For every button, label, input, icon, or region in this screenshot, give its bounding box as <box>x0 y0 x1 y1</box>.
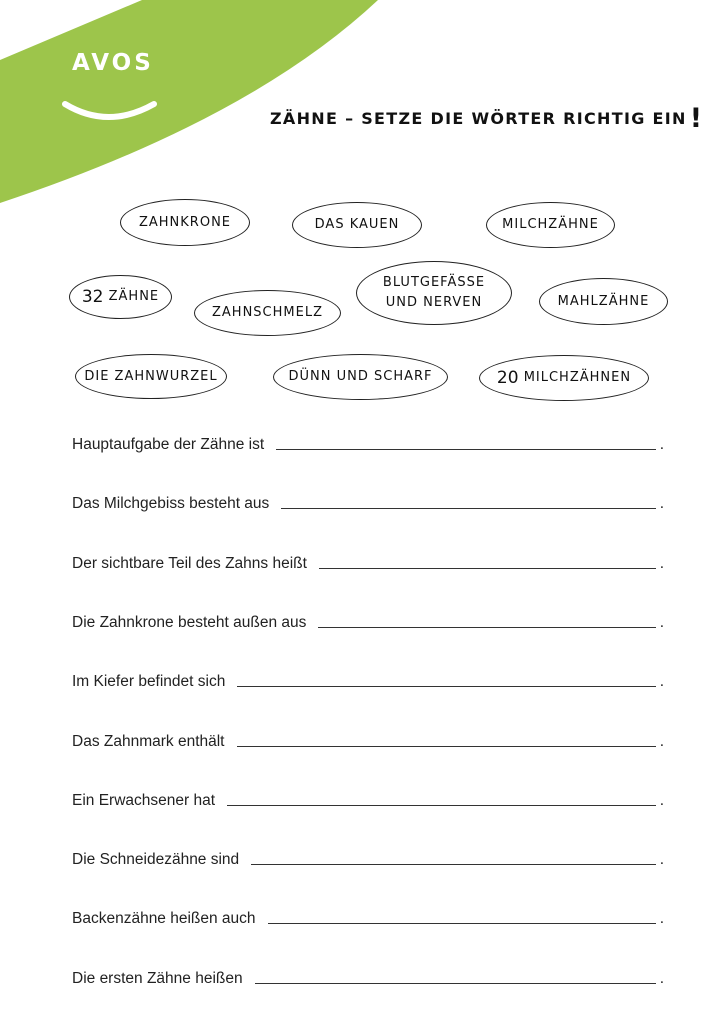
sentence-end: . <box>659 792 664 809</box>
sentence-row <box>72 610 664 634</box>
sentence-end: . <box>659 555 664 572</box>
sentence-prompt: Die ersten Zähne heißen <box>72 970 243 987</box>
word-bubble[interactable]: DIE ZAHNWURZEL <box>75 354 227 399</box>
sentence-row <box>72 906 664 930</box>
sentence-prompt: Hauptaufgabe der Zähne ist <box>72 436 265 453</box>
answer-blank[interactable] <box>276 448 656 450</box>
sentence-row <box>72 788 664 812</box>
word-bubble[interactable]: BLUTGEFÄSSE UND NERVEN <box>356 261 512 325</box>
sentence-row <box>72 491 664 515</box>
banner-shape <box>0 0 378 203</box>
sentence-prompt: Das Zahnmark enthält <box>72 733 225 750</box>
word-bubble[interactable]: DAS KAUEN <box>292 202 422 248</box>
answer-blank[interactable] <box>268 922 656 924</box>
sentence-end: . <box>659 614 664 631</box>
title-exclamation: ! <box>689 103 704 134</box>
sentence-row <box>72 551 664 575</box>
sentence-row <box>72 432 664 456</box>
logo: AVOS <box>72 50 154 76</box>
sentence-row <box>72 669 664 693</box>
word-bubble[interactable]: ZAHNSCHMELZ <box>194 290 341 336</box>
sentence-end: . <box>659 673 664 690</box>
answer-blank[interactable] <box>319 567 656 569</box>
sentence-prompt: Ein Erwachsener hat <box>72 792 216 809</box>
sentence-prompt: Das Milchgebiss besteht aus <box>72 495 270 512</box>
sentence-end: . <box>659 910 664 927</box>
sentence-prompt: Backenzähne heißen auch <box>72 910 256 927</box>
sentence-prompt: Im Kiefer befindet sich <box>72 673 226 690</box>
answer-blank[interactable] <box>281 507 656 509</box>
sentence-end: . <box>659 436 664 453</box>
title-text: ZÄHNE – SETZE DIE WÖRTER RICHTIG EIN <box>270 109 687 128</box>
sentence-row <box>72 729 664 753</box>
word-bubble[interactable]: ZAHNKRONE <box>120 199 250 246</box>
sentence-row <box>72 966 664 990</box>
answer-blank[interactable] <box>251 863 656 865</box>
word-bubble[interactable]: MAHLZÄHNE <box>539 278 668 325</box>
sentence-end: . <box>659 970 664 987</box>
sentence-prompt: Der sichtbare Teil des Zahns heißt <box>72 555 307 572</box>
sentence-prompt: Die Zahnkrone besteht außen aus <box>72 614 307 631</box>
answer-blank[interactable] <box>318 626 656 628</box>
sentence-end: . <box>659 733 664 750</box>
word-bubble[interactable]: MILCHZÄHNE <box>486 202 615 248</box>
sentence-end: . <box>659 851 664 868</box>
word-bubble[interactable]: DÜNN UND SCHARF <box>273 354 448 400</box>
sentence-row <box>72 847 664 871</box>
word-bubble[interactable]: 20 MILCHZÄHNEN <box>479 355 649 401</box>
answer-blank[interactable] <box>237 745 657 747</box>
answer-blank[interactable] <box>255 982 656 984</box>
sentence-prompt: Die Schneidezähne sind <box>72 851 240 868</box>
answer-blank[interactable] <box>227 804 656 806</box>
word-bubble[interactable]: 32 ZÄHNE <box>69 275 172 319</box>
worksheet-title <box>270 103 703 134</box>
smile-icon <box>60 98 160 130</box>
sentence-end: . <box>659 495 664 512</box>
answer-blank[interactable] <box>237 685 656 687</box>
